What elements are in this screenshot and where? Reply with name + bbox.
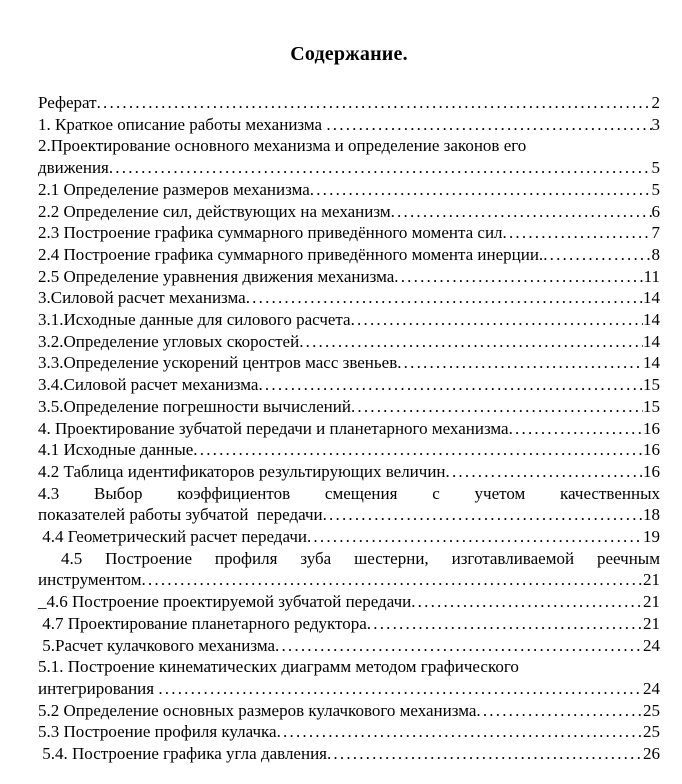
leader-dots <box>391 201 652 223</box>
toc-entry-page: 25 <box>643 700 660 720</box>
toc-entry-label: 3.3.Определение ускорений центров масс звеньев <box>38 353 398 373</box>
toc-entry <box>38 135 660 178</box>
toc-entry-label: 3.4.Силовой расчет механизма <box>38 375 259 395</box>
toc-entry <box>38 114 660 136</box>
leader-dots <box>351 309 643 331</box>
leader-dots <box>367 613 643 635</box>
toc-entry-wrap-line: 2.Проектирование основного механизма и определение законов его <box>38 136 527 156</box>
toc-entry <box>38 483 660 526</box>
toc-entry <box>38 461 660 483</box>
toc-entry <box>38 396 660 418</box>
toc-entry-label: инструментом <box>38 570 142 590</box>
toc-entry <box>38 613 660 635</box>
toc-entry-page: 26 <box>643 744 660 764</box>
toc-entry-label: 2.1 Определение размеров механизма <box>38 179 310 199</box>
toc-entry <box>38 635 660 657</box>
toc-entry-label: 5.Расчет кулачкового механизма <box>38 635 276 655</box>
toc-entry-page: 14 <box>643 288 660 308</box>
toc-entry <box>38 700 660 722</box>
toc-entry-page: 25 <box>643 722 660 742</box>
toc-entry-label: 4. Проектирование зубчатой передачи и планетарного механизма <box>38 418 509 438</box>
toc-entry <box>38 548 660 591</box>
toc-entry-label: 2.3 Построение графика суммарного приведённого момента сил <box>38 223 503 243</box>
toc-entry <box>38 222 660 244</box>
leader-dots <box>277 721 643 743</box>
toc-entry-label: 2.5 Определение уравнения движения механизма <box>38 266 395 286</box>
toc-entry-label: 3.5.Определение погрешности вычислений <box>38 396 351 416</box>
toc-entry-wrap-line: 5.1. Построение кинематических диаграмм методом графического <box>38 657 519 677</box>
toc-entry <box>38 374 660 396</box>
toc-entry-label: 3.2.Определение угловых скоростей <box>38 331 300 351</box>
leader-dots <box>158 678 643 700</box>
toc-entry <box>38 266 660 288</box>
toc-entry-page: 11 <box>643 266 660 286</box>
toc-entry-label: 5.2 Определение основных размеров кулачкового механизма <box>38 700 477 720</box>
toc-entry <box>38 179 660 201</box>
toc-entry-page: 14 <box>643 331 660 351</box>
leader-dots <box>327 743 643 765</box>
table-of-contents <box>38 92 660 765</box>
toc-entry-page: 5 <box>651 158 660 178</box>
leader-dots <box>543 244 651 266</box>
toc-entry-page: 14 <box>643 310 660 330</box>
toc-entry-page: 15 <box>643 375 660 395</box>
toc-entry-page: 21 <box>643 613 660 633</box>
leader-dots <box>310 179 652 201</box>
toc-entry-label: Реферат <box>38 93 97 112</box>
leader-dots <box>397 352 643 374</box>
leader-dots <box>141 569 643 591</box>
toc-entry-label: 5.3 Построение профиля кулачка <box>38 722 277 742</box>
leader-dots <box>258 374 643 396</box>
toc-entry-page: 15 <box>643 396 660 416</box>
toc-entry-label: _4.6 Построение проектируемой зубчатой передачи <box>38 592 412 612</box>
toc-entry-page: 16 <box>643 418 660 438</box>
toc-entry-page: 18 <box>643 505 660 525</box>
toc-entry-label: показателей работы зубчатой передачи <box>38 505 323 525</box>
toc-entry <box>38 439 660 461</box>
toc-entry-page: 2 <box>651 93 660 112</box>
leader-dots <box>97 92 652 114</box>
leader-dots <box>351 396 643 418</box>
toc-entry-label: 5.4. Построение графика угла давления <box>38 744 327 764</box>
leader-dots <box>307 526 643 548</box>
toc-entry <box>38 721 660 743</box>
toc-entry-label: 4.7 Проектирование планетарного редуктора <box>38 613 367 633</box>
toc-entry-page: 5 <box>651 179 660 199</box>
toc-entry <box>38 309 660 331</box>
toc-entry-label: 1. Краткое описание работы механизма <box>38 114 327 134</box>
toc-entry-page: 16 <box>643 440 660 460</box>
toc-entry-page: 21 <box>643 570 660 590</box>
toc-entry-label: 3.1.Исходные данные для силового расчета <box>38 310 351 330</box>
toc-entry-label: 2.2 Определение сил, действующих на механизм <box>38 201 391 221</box>
toc-entry <box>38 591 660 613</box>
toc-entry-label: интегрирования <box>38 678 159 698</box>
toc-entry-wrap-line: 4.3 Выбор коэффициентов смещения с учетом качественных <box>38 483 660 503</box>
toc-entry-wrap-line: 4.5 Построение профиля зуба шестерни, изготавливаемой реечным <box>38 548 660 568</box>
toc-entry-page: 7 <box>651 223 660 243</box>
leader-dots <box>246 287 643 309</box>
toc-entry-page: 3 <box>651 114 660 134</box>
toc-entry-label: движения <box>38 158 109 178</box>
leader-dots <box>394 266 643 288</box>
leader-dots <box>275 635 643 657</box>
leader-dots <box>299 331 643 353</box>
toc-entry-page: 14 <box>643 353 660 373</box>
toc-entry-label: 2.4 Построение графика суммарного приведённого момента инерции. <box>38 244 544 264</box>
toc-entry-page: 8 <box>651 244 660 264</box>
toc-entry-label: 4.4 Геометрический расчет передачи <box>38 527 307 547</box>
toc-entry <box>38 201 660 223</box>
toc-entry-label: 4.2 Таблица идентификаторов результирующих величин <box>38 461 446 481</box>
leader-dots <box>109 157 652 179</box>
toc-entry <box>38 418 660 440</box>
toc-entry <box>38 656 660 699</box>
toc-entry <box>38 352 660 374</box>
leader-dots <box>411 591 643 613</box>
toc-entry-label: 4.1 Исходные данные <box>38 440 194 460</box>
leader-dots <box>509 418 643 440</box>
toc-entry <box>38 743 660 765</box>
toc-entry-page: 6 <box>651 201 660 221</box>
leader-dots <box>476 700 643 722</box>
leader-dots <box>326 114 651 136</box>
toc-entry <box>38 92 660 114</box>
toc-entry <box>38 244 660 266</box>
page-title: Содержание. <box>290 43 408 65</box>
toc-entry-page: 24 <box>643 635 660 655</box>
toc-entry-page: 16 <box>643 461 660 481</box>
leader-dots <box>193 439 643 461</box>
toc-entry <box>38 331 660 353</box>
toc-entry <box>38 526 660 548</box>
toc-entry <box>38 287 660 309</box>
leader-dots <box>503 222 652 244</box>
toc-entry-page: 19 <box>643 527 660 547</box>
toc-entry-page: 21 <box>643 592 660 612</box>
toc-entry-label: 3.Силовой расчет механизма <box>38 288 246 308</box>
toc-entry-page: 24 <box>643 678 660 698</box>
leader-dots <box>446 461 643 483</box>
leader-dots <box>323 504 643 526</box>
